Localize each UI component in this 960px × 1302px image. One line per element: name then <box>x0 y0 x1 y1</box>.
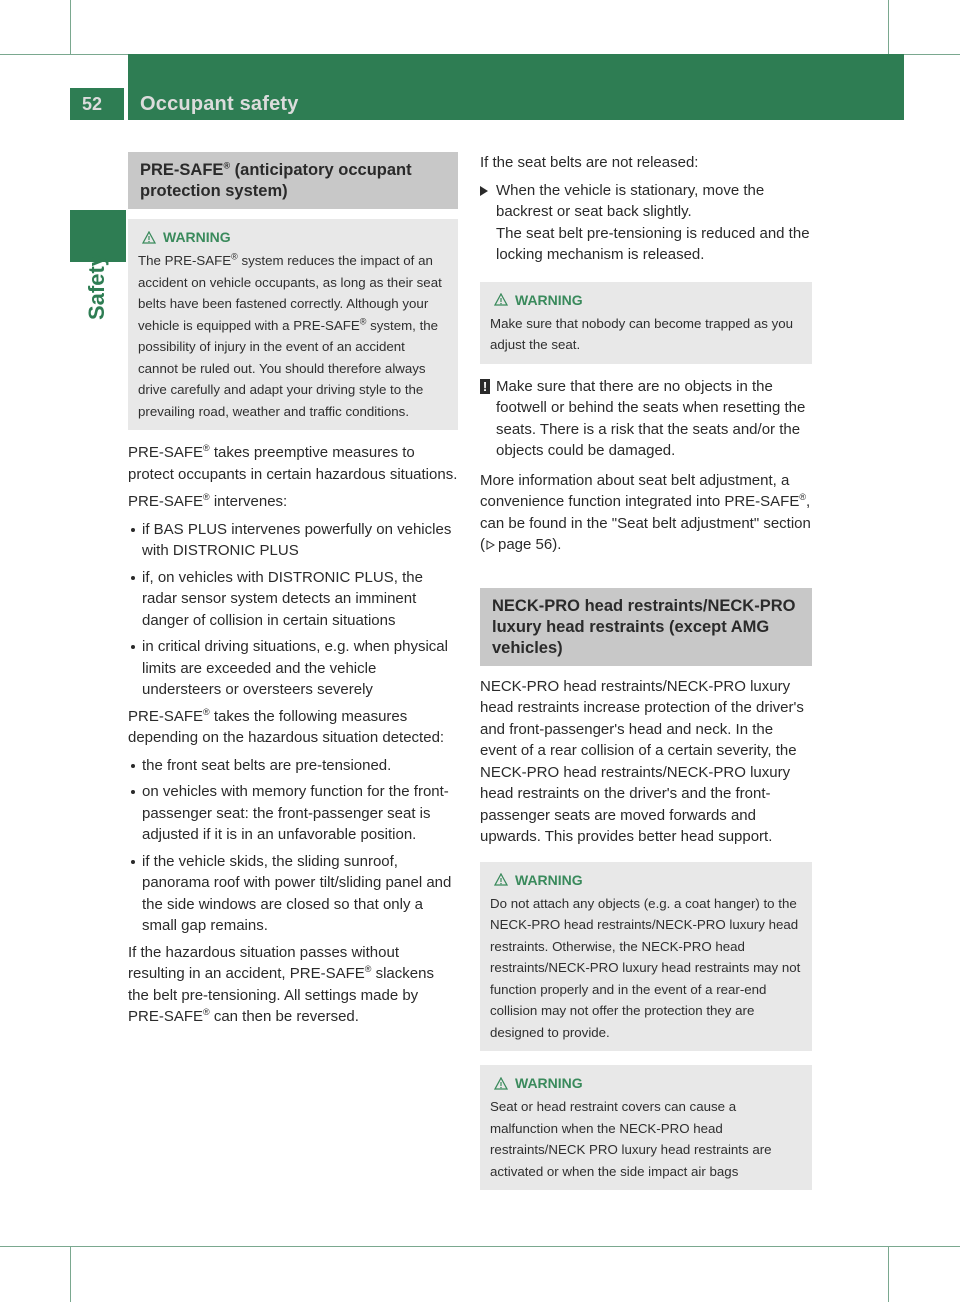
crop-mark <box>888 0 889 54</box>
notice: ! Make sure that there are no objects in the footwell or behind the seats when resetting the seats. There is a risk that the seats and/or the objects could be damaged. <box>480 376 812 462</box>
warning-triangle-icon <box>142 231 156 244</box>
list-item: if, on vehicles with DISTRONIC PLUS, the radar sensor system detects an imminent danger of collision in certain situations <box>128 567 458 632</box>
exclamation-icon: ! <box>480 379 490 394</box>
crop-mark <box>0 54 128 55</box>
bullet-list <box>128 755 458 937</box>
crop-mark <box>70 1246 71 1302</box>
page-reference-triangle-icon <box>486 540 495 550</box>
instruction-step: When the vehicle is stationary, move the backrest or seat back slightly. The seat belt pre-tensioning is reduced and the locking mechanism is released. <box>480 180 812 266</box>
warning-triangle-icon <box>494 293 508 306</box>
warning-title: WARNING <box>515 1075 583 1091</box>
list-item: in critical driving situations, e.g. when physical limits are exceeded and the vehicle understeers or oversteers severely <box>128 636 458 701</box>
list-item: if BAS PLUS intervenes powerfully on vehicles with DISTRONIC PLUS <box>128 519 458 562</box>
section-heading-pre-safe: PRE-SAFE® (anticipatory occupant protection system) <box>128 152 458 209</box>
section-heading-neck-pro: NECK-PRO head restraints/NECK-PRO luxury head restraints (except AMG vehicles) <box>480 588 812 666</box>
bullet-icon <box>131 576 135 580</box>
page-number: 52 <box>70 88 124 120</box>
list-item: the front seat belts are pre-tensioned. <box>128 755 458 777</box>
warning-title: WARNING <box>515 871 583 888</box>
bullet-icon <box>131 528 135 532</box>
crop-mark <box>70 0 71 54</box>
crop-mark <box>0 1246 960 1247</box>
warning-triangle-icon <box>494 1077 508 1090</box>
bullet-icon <box>131 764 135 768</box>
paragraph: PRE-SAFE® takes the following measures depending on the hazardous situation detected: <box>128 706 445 746</box>
crop-mark <box>888 1246 889 1302</box>
warning-text: Seat or head restraint covers can cause a malfunction when the NECK-PRO head restraints/NECK PRO luxury head restraints are activated or when the side impact air bags <box>490 1099 772 1179</box>
warning-title: WARNING <box>515 291 583 308</box>
warning-box <box>480 282 812 364</box>
left-column <box>128 152 458 1034</box>
paragraph: NECK-PRO head restraints/NECK-PRO luxury head restraints increase protection of the driver's and front-passenger's head and neck. In the event of a rear collision of a certain severity, the NECK-PRO head restraints/NECK-PRO luxury head restraints on the driver's and the front-passenger seats are moved forwards and upwards. This provides better head support. <box>480 677 804 845</box>
paragraph: More information about seat belt adjustment, a convenience function integrated into PRE-SAFE®, can be found in the "Seat belt adjustment" section ( page 56). <box>480 471 811 553</box>
bullet-icon <box>131 860 135 864</box>
page-title: Occupant safety <box>140 93 299 115</box>
right-column <box>480 152 812 1202</box>
warning-box <box>480 1065 812 1190</box>
paragraph: If the seat belts are not released: <box>480 154 699 171</box>
bullet-list <box>128 519 458 701</box>
page-reference-link[interactable]: page 56 <box>498 536 553 553</box>
warning-box <box>480 862 812 1052</box>
warning-text: The PRE-SAFE® system reduces the impact of an accident on vehicle occupants, as long as their seat belts have been fastened correctly. Although your vehicle is equipped with a PRE-SAFE® system, the possibility of injury in the event of an accident cannot be ruled out. You should therefore always drive carefully and adapt your driving style to the prevailing road, weather and traffic conditions. <box>138 251 442 419</box>
bullet-icon <box>131 790 135 794</box>
list-item: if the vehicle skids, the sliding sunroof, panorama roof with power tilt/sliding panel and the side windows are closed so that only a small gap remains. <box>128 851 458 937</box>
warning-triangle-icon <box>494 873 508 886</box>
section-label: Safety <box>84 253 109 320</box>
bullet-icon <box>131 645 135 649</box>
paragraph: PRE-SAFE® intervenes: <box>128 492 288 510</box>
arrow-right-icon <box>480 186 488 196</box>
crop-mark <box>904 54 960 55</box>
list-item: on vehicles with memory function for the front-passenger seat: the front-passenger seat is adjusted if it is in an unfavorable position. <box>128 781 458 846</box>
warning-box <box>128 219 458 430</box>
warning-text: Do not attach any objects (e.g. a coat hanger) to the NECK-PRO head restraints/NECK-PRO luxury head restraints. Otherwise, the NECK-PRO head restraints/NECK-PRO luxury head restraints may not function properly and in the event of a rear-end collision may not offer the protection they are designed to provide. <box>490 895 801 1040</box>
warning-title: WARNING <box>163 229 231 245</box>
warning-text: Make sure that nobody can become trapped as you adjust the seat. <box>490 315 794 352</box>
paragraph: PRE-SAFE® takes preemptive measures to protect occupants in certain hazardous situations. <box>128 443 458 483</box>
paragraph: If the hazardous situation passes without resulting in an accident, PRE-SAFE® slackens the belt pre-tensioning. All settings made by PRE-SAFE® can then be reversed. <box>128 943 434 1025</box>
